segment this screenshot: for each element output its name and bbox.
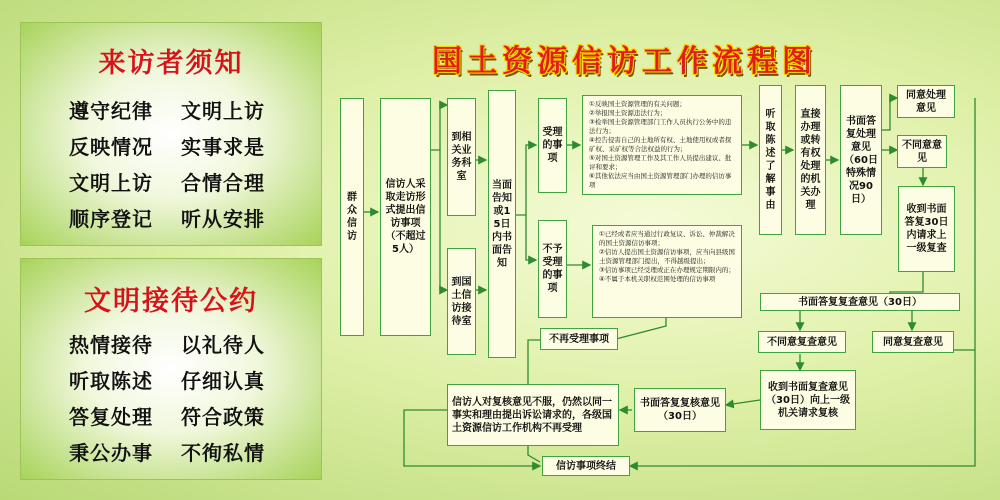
visit-method-box: 信访人采取走访形式提出信访事项（不超过5人） [380, 98, 431, 336]
accepted-criteria-list: ①反映国土资源管理的有关问题； ②举报国土资源违法行为； ③检举国土资源管理部门工作人员执行公务中的违法行为； ④控告侵害自己的土地所有权、土地使用权或者探矿权、采矿权等合法权益的行为； ⑤对国土资源管理工作及其工作人员提出建议、批评和要求； ⑥其他依法应当由国土资源管理部门办理的信访事项 [582, 95, 742, 195]
disagree-box: 不同意意见 [897, 135, 947, 168]
visitor-notice-title: 来访者须知 [98, 48, 244, 79]
recheck-request-box: 收到书面复查意见（30日）向上一级机关请求复核 [760, 370, 856, 430]
pledge-line-1: 热情接待 以礼待人 [69, 333, 265, 357]
notice-line-4: 顺序登记 听从安排 [69, 207, 265, 231]
reply-box: 书面答复处理意见（60日特殊情况90日） [840, 85, 882, 235]
review-request-box: 收到书面答复30日内请求上一级复查 [898, 186, 955, 272]
pledge-line-3: 答复处理 符合政策 [69, 405, 265, 429]
pledge-line-4: 秉公办事 不徇私情 [69, 441, 265, 465]
final-note-box: 信访人对复核意见不服，仍然以同一事实和理由提出诉讼请求的，各级国土资源信访工作机构不再受理 [447, 384, 619, 446]
transfer-box: 直接办理或转有权处理的机关办理 [795, 85, 826, 235]
flowchart-title: 国土资源信访工作流程图 [432, 44, 817, 79]
case-closed-box: 信访事项终结 [542, 456, 630, 476]
notice-line-3: 文明上访 合情合理 [69, 171, 265, 195]
not-accepted-box: 不予受理的事项 [538, 220, 567, 318]
civility-pledge-title: 文明接待公约 [84, 286, 258, 317]
listen-box: 听取陈述了解事由 [759, 85, 782, 235]
review-reply-box: 书面答复复查意见（30日） [760, 293, 960, 311]
no-more-accept-box: 不再受理事项 [540, 328, 618, 350]
agree-box: 同意处理意见 [897, 85, 955, 118]
to-reception-box: 到国土信访接待室 [447, 248, 476, 355]
notify-box: 当面告知或15日内书面告知 [488, 90, 516, 358]
agree-review-box: 同意复查意见 [872, 331, 954, 353]
notice-line-2: 反映情况 实事求是 [69, 135, 265, 159]
recheck-reply-box: 书面答复复核意见（30日） [634, 388, 726, 432]
notice-line-1: 遵守纪律 文明上访 [69, 99, 265, 123]
not-accepted-criteria-list: ①已经或者应当通过行政复议、诉讼、仲裁解决的国土资源信访事项； ②信访人提出国土资源信访事项，应当向县级国土资源管理部门提出，不得越级提出； ③信访事项已经受理或正在办理规定期限内的； ④不属于本机关职权范围处理的信访事项 [592, 225, 742, 318]
to-department-box: 到相关业务科室 [447, 98, 476, 216]
pledge-line-2: 听取陈述 仔细认真 [69, 369, 265, 393]
visitor-box: 群众信访 [340, 98, 364, 336]
disagree-review-box: 不同意复查意见 [758, 331, 846, 353]
accepted-box: 受理的事项 [538, 98, 567, 193]
